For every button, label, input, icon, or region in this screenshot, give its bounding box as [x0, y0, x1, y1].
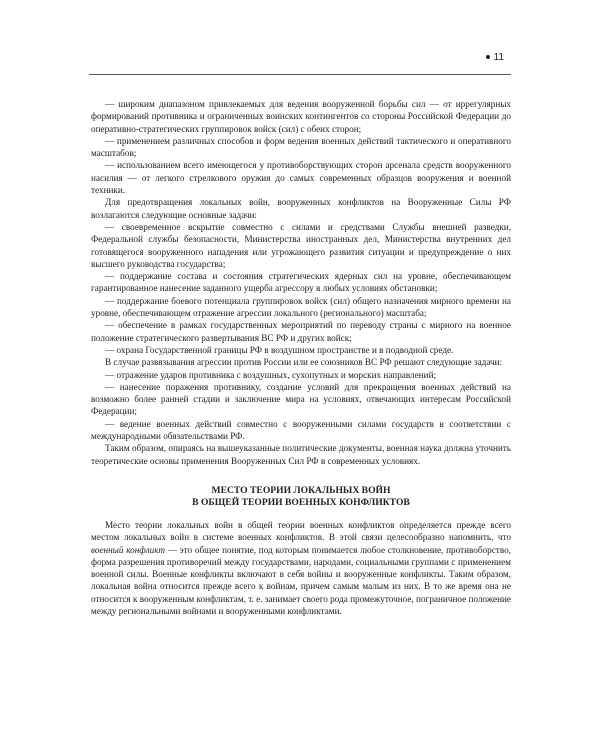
final-paragraph-start: Место теории локальных войн в общей теории военных конфликтов определяется прежде всего местом локальных войн в системе военных конфликтов. В этой связи целесообразно напомнить, что [91, 519, 511, 543]
paragraph: В случае развязывания агрессии против России или ее союзников ВС РФ решают следующие задачи: [105, 357, 503, 368]
paragraph: — применением различных способов и форм ведения военных действий тактического и оперативного масштабов; [91, 135, 511, 159]
page-header [486, 52, 504, 63]
heading-line-2: В ОБЩЕЙ ТЕОРИИ ВОЕННЫХ КОНФЛИКТОВ [192, 496, 410, 508]
heading-line-1: МЕСТО ТЕОРИИ ЛОКАЛЬНЫХ ВОЙН [211, 484, 391, 496]
section-heading [91, 485, 511, 509]
page-number: 11 [493, 52, 504, 63]
paragraph: — нанесение поражения противнику, создание условий для прекращения военных действий на возможно более ранней стадии и заключение мира на условиях, отвечающих интересам Российской Федерации; [91, 381, 511, 417]
paragraph: — поддержание состава и состояния стратегических ядерных сил на уровне, обеспечивающем гарантированное нанесение заданного ущерба агрессору в любых условиях обстановки; [91, 271, 511, 294]
paragraph: Для предотвращения локальных войн, вооруженных конфликтов на Вооруженные Силы РФ возлагаются следующие основные задачи: [91, 197, 511, 220]
paragraph: — ведение военных действий совместно с вооруженными силами государств в соответствии с международными обязательствами РФ. [91, 418, 511, 442]
text-body [91, 98, 511, 617]
bullet-icon [486, 55, 490, 59]
paragraph: Таким образом, опираясь на вышеуказанные политические документы, военная наука должна уточнить теоретические основы применения Вооруженных Сил РФ в современных условиях. [91, 443, 511, 466]
paragraph: — широким диапазоном привлекаемых для ведения вооруженной борьбы сил — от иррегулярных формирований противника и ограниченных воинских контингентов со стороны Российской Федерации до оперативно-стратегических группировок войск (сил) с обеих сторон; [91, 99, 511, 134]
paragraph: — использованием всего имеющегося у противоборствующих сторон арсенала средств вооруженного насилия — от легкого стрелкового оружия до самых современных образцов вооружения и военной техники. [91, 160, 511, 196]
paragraph: — охрана Государственной границы РФ в воздушном пространстве и в подводной среде. [105, 344, 454, 355]
paragraph: — отражение ударов противника с воздушных, сухопутных и морских направлений; [105, 369, 437, 380]
paragraph: — своевременное вскрытие совместно с силами и средствами Службы внешней разведки, Федеральной службы безопасности, Министерства иностранных дел, Министерства внутренних дел готовящегося вооруженного нападения или угрожающего развития ситуации и предупреждение о них высшего руководства государства; [91, 221, 511, 269]
term-military-conflict: военный конфликт [91, 544, 166, 555]
header-rule [89, 74, 511, 75]
final-paragraph-end: — это общее понятие, под которым понимается любое столкновение, противоборство, форма разрешения противоречий между государствами, народами, социальными группами с применением военной силы. Военные конфликты включают в себя войны и вооруженные конфликты. Таким образом, локальная война относится прежде всего к войнам, причем самым малым из них. В то же время она не относится к вооруженным конфликтам, т. е. занимает своего рода промежуточное, пограничное положение между региональными войнами и вооруженными конфликтами. [91, 544, 511, 616]
paragraph: — поддержание боевого потенциала группировок войск (сил) общего назначения мирного времени на уровне, обеспечивающем отражение агрессии локального (регионального) масштаба; [91, 295, 511, 319]
final-paragraph [91, 519, 511, 617]
paragraph: — обеспечение в рамках государственных мероприятий по переводу страны с мирного на военное положение стратегического развертывания ВС РФ и других войск; [91, 320, 511, 343]
